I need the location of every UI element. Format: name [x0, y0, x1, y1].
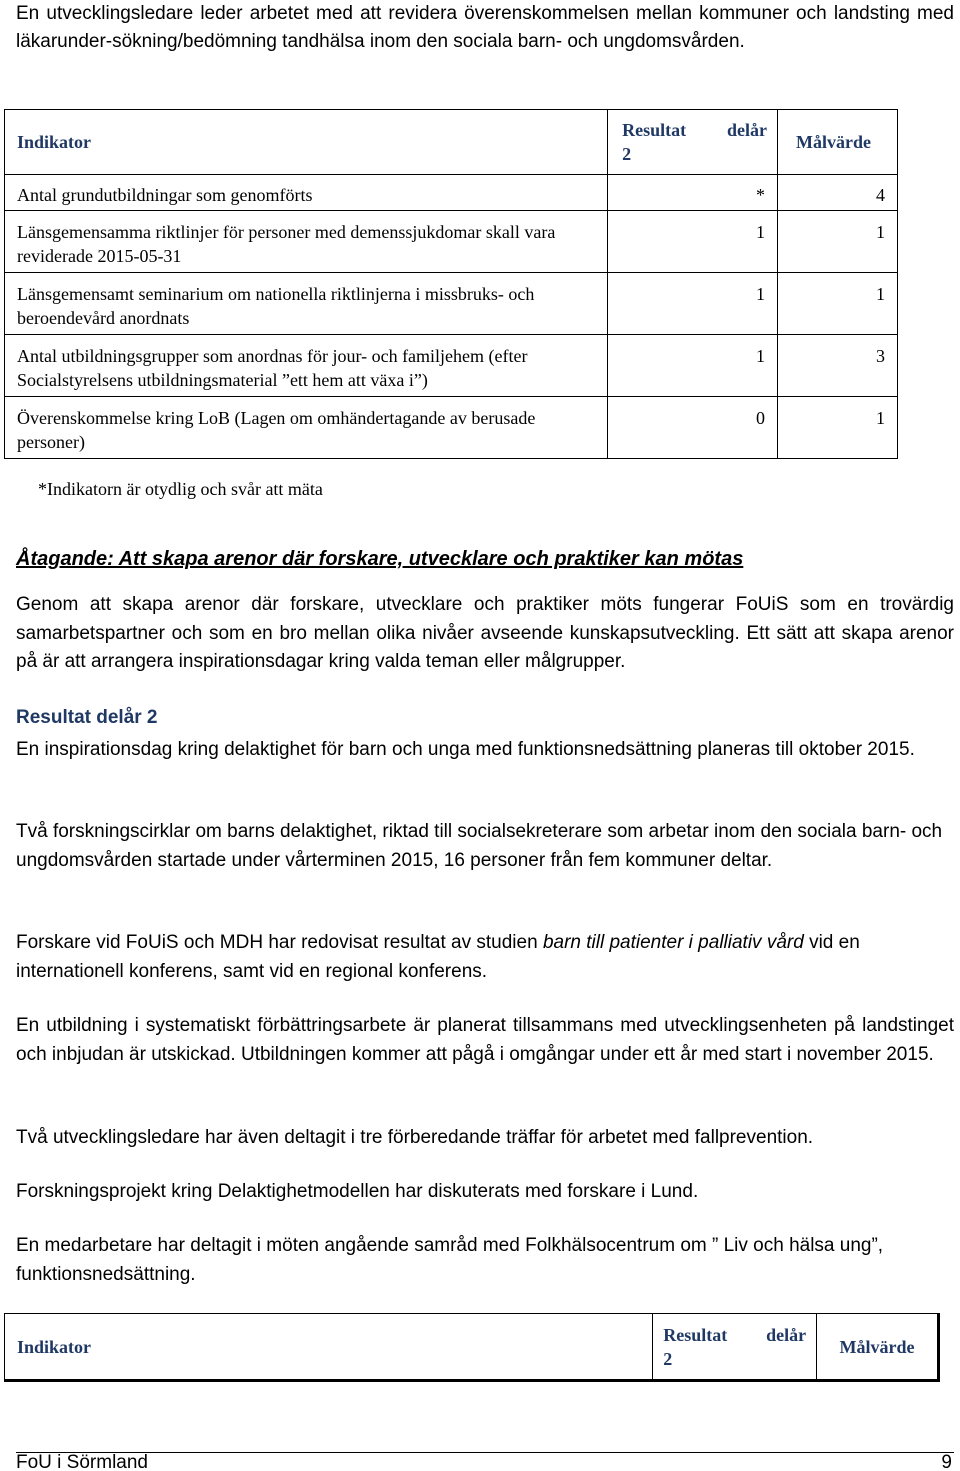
row-indicator: Länsgemensamt seminarium om nationella riktlinjerna i missbruks- och beroendevård anordnats: [5, 273, 608, 335]
row-result: 1: [608, 211, 778, 273]
table-header-row: [5, 1314, 939, 1381]
indicator-table-2: [4, 1313, 940, 1382]
row-result: 1: [608, 273, 778, 335]
row-target: 3: [778, 335, 898, 397]
indicator-table-1: [4, 109, 898, 459]
intro-paragraph: En utvecklingsledare leder arbetet med att revidera överenskommelsen mellan kommuner och landsting med läkarunder-sökning/bedömning tandhälsa inom den sociala barn- och ungdomsvården.: [16, 3, 954, 52]
table-row: [5, 335, 898, 397]
results-heading: Resultat delår 2: [16, 707, 158, 728]
paragraph-research-project: Forskningsprojekt kring Delaktighetmodellen har diskuterats med forskare i Lund.: [16, 1181, 699, 1202]
row-indicator: Antal grundutbildningar som genomförts: [5, 175, 608, 211]
header-result: Resultat delår 2: [608, 110, 778, 175]
paragraph-training: En utbildning i systematiskt förbättringsarbete är planerat tillsammans med utvecklingsenheten på landstinget och inbjudan är utskickad. Utbildningen kommer att pågå i omgångar under ett år med start i november 2015.: [16, 1015, 954, 1065]
row-target: 1: [778, 273, 898, 335]
header-target: Målvärde: [817, 1314, 939, 1381]
paragraph-research-circles: Två forskningscirklar om barns delaktighet, riktad till socialsekreterare som arbetar inom den sociala barn- och ungdomsvården startade under vårterminen 2015, 16 personer från fem kommuner deltar.: [16, 821, 943, 871]
row-indicator: Länsgemensamma riktlinjer för personer med demenssjukdomar skall vara reviderade 2015-05-31: [5, 211, 608, 273]
footer-divider: [16, 1452, 954, 1453]
paragraph-inspiration-day: En inspirationsdag kring delaktighet för barn och unga med funktionsnedsättning planeras till oktober 2015.: [16, 739, 915, 760]
row-target: 4: [778, 175, 898, 211]
header-indicator: Indikator: [5, 110, 608, 175]
section-intro: Genom att skapa arenor där forskare, utvecklare och praktiker möts fungerar FoUiS som en trovärdig samarbetspartner och som en bro mellan olika nivåer avseende kunskapsutveckling. Ett sätt att skapa arenor på är att arrangera inspirationsdagar kring valda teman eller målgrupper.: [16, 594, 954, 672]
footer-organization: FoU i Sörmland: [16, 1452, 148, 1471]
table-row: [5, 273, 898, 335]
row-target: 1: [778, 211, 898, 273]
row-indicator: Överenskommelse kring LoB (Lagen om omhändertagande av berusade personer): [5, 397, 608, 459]
page-number: 9: [941, 1452, 952, 1471]
table-row: [5, 211, 898, 273]
paragraph-research-presentation: Forskare vid FoUiS och MDH har redovisat resultat av studien barn till patienter i palliativ vård vid en internationell konferens, samt vid en regional konferens.: [16, 932, 860, 982]
row-target: 1: [778, 397, 898, 459]
table-footnote: *Indikatorn är otydlig och svår att mäta: [38, 479, 323, 499]
row-indicator: Antal utbildningsgrupper som anordnas för jour- och familjehem (efter Socialstyrelsens utbildningsmaterial ”ett hem att växa i”): [5, 335, 608, 397]
paragraph-meetings: En medarbetare har deltagit i möten angående samråd med Folkhälsocentrum om ” Liv och hälsa ung”, funktionsnedsättning.: [16, 1235, 884, 1285]
section-heading: Åtagande: Att skapa arenor där forskare, utvecklare och praktiker kan mötas: [16, 548, 744, 570]
row-result: 0: [608, 397, 778, 459]
table-header-row: [5, 110, 898, 175]
table-row: [5, 397, 898, 459]
study-title: barn till patienter i palliativ vård: [542, 932, 804, 953]
paragraph-fall-prevention: Två utvecklingsledare har även deltagit i tre förberedande träffar för arbetet med fallprevention.: [16, 1127, 814, 1148]
row-result: *: [608, 175, 778, 211]
header-indicator: Indikator: [5, 1314, 653, 1381]
header-result: Resultat delår 2: [653, 1314, 817, 1381]
table-row: [5, 175, 898, 211]
header-target: Målvärde: [778, 110, 898, 175]
row-result: 1: [608, 335, 778, 397]
